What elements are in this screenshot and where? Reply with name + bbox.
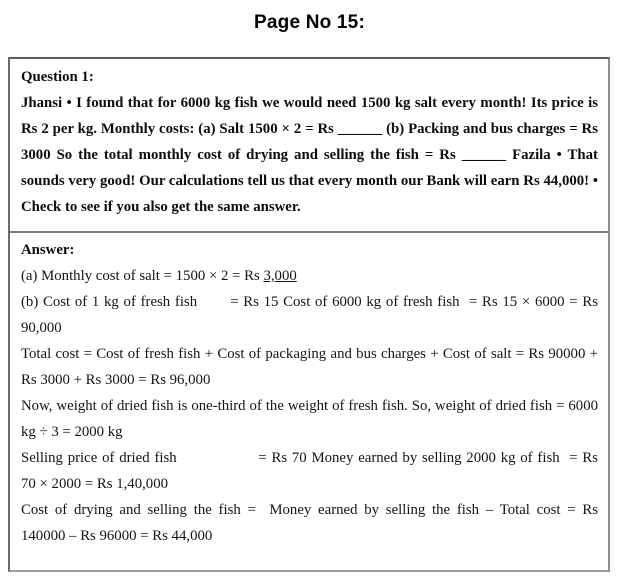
- page-title: Page No 15:: [254, 12, 365, 33]
- question-text-line: 3000 So the total monthly cost of drying and selling the fish = Rs ______ Fazila • That: [21, 147, 598, 163]
- answer-text-line: Total cost = Cost of fresh fish + Cost of packaging and bus charges + Cost of salt = Rs 90000 +: [21, 346, 598, 362]
- question-text-line: Check to see if you also get the same answer.: [21, 199, 301, 215]
- answer-section: [10, 233, 608, 549]
- answer-text-line: 70 × 2000 = Rs 1,40,000: [21, 476, 168, 492]
- answer-text-line: (b) Cost of 1 kg of fresh fish = Rs 15 Cost of 6000 kg of fresh fish = Rs 15 × 6000 = Rs: [21, 294, 598, 310]
- question-section: [10, 59, 608, 233]
- question-text-line: Rs 2 per kg. Monthly costs: (a) Salt 1500 × 2 = Rs ______ (b) Packing and bus charges = Rs: [21, 121, 598, 137]
- question-text-line: Jhansi • I found that for 6000 kg fish we would need 1500 kg salt every month! Its price is: [21, 95, 598, 111]
- answer-text-line: Cost of drying and selling the fish = Money earned by selling the fish – Total cost = Rs: [21, 502, 598, 518]
- answer-text-line: 140000 – Rs 96000 = Rs 44,000: [21, 528, 213, 544]
- answer-line-a: [21, 263, 598, 289]
- answer-text-line: Selling price of dried fish = Rs 70 Money earned by selling 2000 kg of fish = Rs: [21, 450, 598, 466]
- answer-heading: Answer:: [21, 242, 75, 258]
- answer-text-line: 90,000: [21, 320, 62, 336]
- answer-line-a-text: (a) Monthly cost of salt = 1500 × 2 = Rs: [21, 268, 264, 284]
- question-text-line: sounds very good! Our calculations tell us that every month our Bank will earn Rs 44,000! •: [21, 173, 598, 189]
- answer-text-line: Now, weight of dried fish is one-third of the weight of fresh fish. So, weight of dried fish = 6000: [21, 398, 598, 414]
- question-heading: Question 1:: [21, 69, 94, 85]
- answer-text-line: kg ÷ 3 = 2000 kg: [21, 424, 123, 440]
- underlined-result-value: 3,000: [263, 268, 297, 284]
- answer-text-line: Rs 3000 + Rs 3000 = Rs 96,000: [21, 372, 211, 388]
- qa-box: [8, 57, 610, 572]
